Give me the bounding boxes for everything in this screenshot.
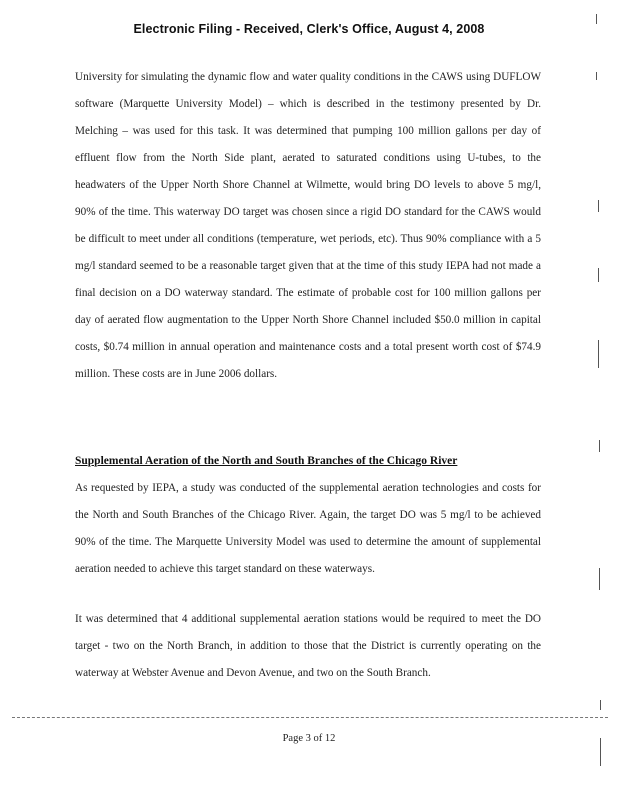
body-paragraph-3: It was determined that 4 additional supplemental aeration stations would be required to meet the DO target - two on the North Branch, in addition to those that the District is currently operating on the waterway at Webster Avenue and Devon Avenue, and two on the South Branch. <box>75 613 541 679</box>
scan-artifact <box>598 340 599 368</box>
filing-header: Electronic Filing - Received, Clerk's Office, August 4, 2008 <box>133 22 485 36</box>
footer-divider <box>12 717 608 718</box>
body-paragraph-2: As requested by IEPA, a study was conducted of the supplemental aeration technologies and costs for the North and South Branches of the Chicago River. Again, the target DO was 5 mg/l to be achieved 90% of the time. The Marquette University Model was used to determine the amount of supplemental aeration needed to achieve this target standard on these waterways. <box>75 482 541 575</box>
scan-artifact <box>598 268 599 282</box>
scan-artifact <box>596 72 597 80</box>
scan-artifact <box>599 568 600 590</box>
scan-artifact <box>599 440 600 452</box>
scan-artifact <box>596 14 597 24</box>
page-number: Page 3 of 12 <box>282 733 336 744</box>
body-paragraph-1: University for simulating the dynamic flow and water quality conditions in the CAWS using DUFLOW software (Marquette University Model) – which is described in the testimony presented by Dr. Melching – was used for this task. It was determined that pumping 100 million gallons per day of effluent flow from the North Side plant, aerated to saturated conditions using U-tubes, to the headwaters of the Upper North Shore Channel at Wilmette, would bring DO levels to above 5 mg/l, 90% of the time. This waterway DO target was chosen since a rigid DO standard for the CAWS would be difficult to meet under all conditions (temperature, wet periods, etc). Thus 90% compliance with a 5 mg/l standard seemed to be a reasonable target given that at the time of this study IEPA had not made a final decision on a DO waterway standard. The estimate of probable cost for 100 million gallons per day of aerated flow augmentation to the Upper North Shore Channel included $50.0 million in capital costs, $0.74 million in annual operation and maintenance costs and a total present worth cost of $74.9 million. These costs are in June 2006 dollars. <box>75 71 541 380</box>
scan-artifact <box>600 738 601 766</box>
section-heading: Supplemental Aeration of the North and South Branches of the Chicago River <box>75 455 458 467</box>
scan-artifact <box>598 200 599 212</box>
scan-artifact <box>600 700 601 710</box>
